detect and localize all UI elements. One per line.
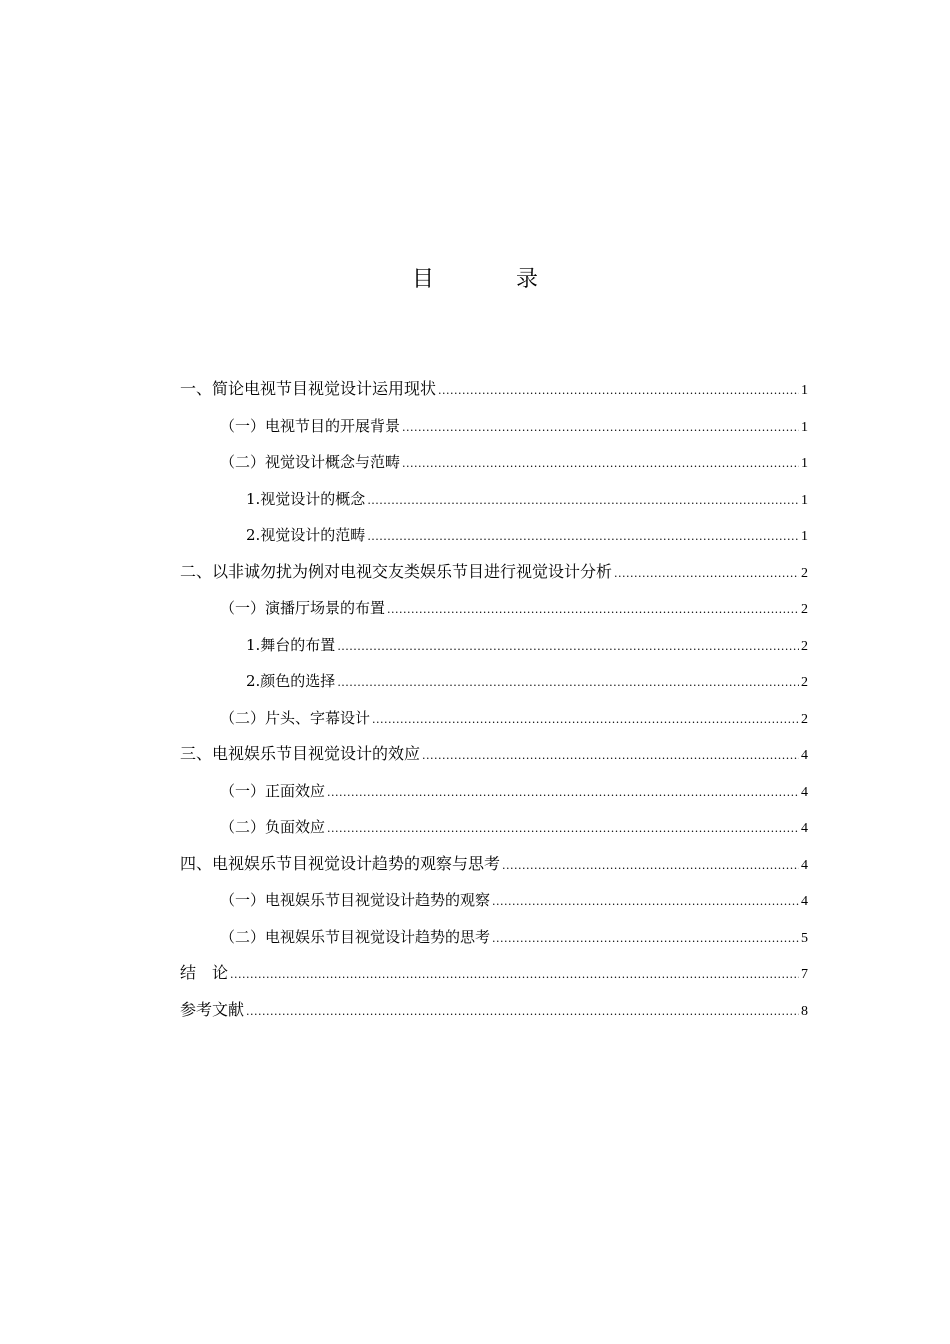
dot-leader: [367, 483, 799, 520]
toc-entry[interactable]: [180, 809, 808, 846]
toc-entry-text: 二、以非诚勿扰为例对电视交友类娱乐节目进行视觉设计分析: [180, 561, 613, 581]
toc-entry-text: （一）演播厅场景的布置: [220, 599, 386, 617]
toc-entry-text: （二）负面效应: [220, 818, 326, 836]
toc-entry-text: 参考文献: [180, 999, 245, 1019]
toc-page-number: 2: [801, 638, 808, 654]
dot-leader: [422, 738, 799, 775]
dot-leader: [402, 410, 799, 447]
toc-page-number: 1: [801, 456, 808, 471]
dot-leader: [327, 811, 799, 848]
toc-entry[interactable]: [180, 444, 808, 481]
dot-leader: [337, 665, 799, 702]
dot-leader: [438, 373, 799, 410]
toc-page-number: 7: [801, 967, 808, 982]
toc-page-number: 5: [801, 930, 808, 946]
toc-entry[interactable]: [180, 371, 808, 408]
toc-entry[interactable]: [180, 627, 808, 664]
toc-entry[interactable]: [180, 663, 808, 700]
toc-entry-text: 三、电视娱乐节目视觉设计的效应: [180, 744, 421, 763]
dot-leader: [327, 775, 799, 812]
dot-leader: [230, 957, 799, 994]
toc-entry[interactable]: [180, 955, 808, 992]
toc-page-number: 2: [801, 602, 808, 617]
dot-leader: [502, 848, 799, 885]
toc-page-number: 2: [801, 675, 808, 690]
toc-entry[interactable]: [180, 408, 808, 445]
dot-leader: [337, 629, 799, 666]
toc-page-number: 4: [801, 821, 808, 836]
toc-page-number: 4: [801, 894, 808, 909]
toc-entry-text: 四、电视娱乐节目视觉设计趋势的观察与思考: [180, 853, 501, 873]
toc-entry[interactable]: [180, 590, 808, 627]
toc-entry-text: 1.视觉设计的概念: [246, 489, 366, 508]
toc-page-number: 1: [801, 492, 808, 508]
toc-entry-text: 结 论: [180, 963, 229, 982]
dot-leader: [402, 446, 799, 483]
toc-entry-text: （二）电视娱乐节目视觉设计趋势的思考: [220, 927, 491, 946]
dot-leader: [372, 702, 799, 739]
toc-entry-text: 2.颜色的选择: [246, 672, 336, 690]
toc-entry-text: 1.舞台的布置: [246, 635, 336, 654]
toc-entry[interactable]: [180, 700, 808, 737]
toc-page-number: 1: [801, 383, 808, 398]
toc-page-number: 4: [801, 784, 808, 800]
dot-leader: [614, 556, 799, 593]
toc-page-number: 8: [801, 1003, 808, 1019]
table-of-contents: [180, 371, 808, 1028]
toc-entry[interactable]: [180, 846, 808, 883]
dot-leader: [367, 519, 799, 556]
toc-page-number: 4: [801, 857, 808, 873]
toc-entry-text: （二）片头、字幕设计: [220, 708, 371, 727]
toc-entry-text: 一、简论电视节目视觉设计运用现状: [180, 379, 437, 398]
toc-entry-text: （二）视觉设计概念与范畴: [220, 453, 401, 471]
toc-entry[interactable]: [180, 554, 808, 591]
toc-entry[interactable]: [180, 517, 808, 554]
toc-entry-text: 2.视觉设计的范畴: [246, 526, 366, 544]
toc-page-number: 1: [801, 529, 808, 544]
toc-entry[interactable]: [180, 481, 808, 518]
dot-leader: [387, 592, 799, 629]
toc-entry[interactable]: [180, 736, 808, 773]
toc-page-number: 2: [801, 565, 808, 581]
toc-entry-text: （一）正面效应: [220, 781, 326, 800]
dot-leader: [246, 994, 799, 1031]
toc-page-number: 2: [801, 711, 808, 727]
toc-entry[interactable]: [180, 882, 808, 919]
toc-entry[interactable]: [180, 919, 808, 956]
page-title: 目 录: [411, 267, 568, 292]
toc-entry[interactable]: [180, 773, 808, 810]
toc-entry[interactable]: [180, 992, 808, 1029]
dot-leader: [492, 884, 799, 921]
toc-entry-text: （一）电视节目的开展背景: [220, 416, 401, 435]
toc-entry-text: （一）电视娱乐节目视觉设计趋势的观察: [220, 891, 491, 909]
toc-page-number: 1: [801, 419, 808, 435]
toc-page-number: 4: [801, 748, 808, 763]
dot-leader: [492, 921, 799, 958]
